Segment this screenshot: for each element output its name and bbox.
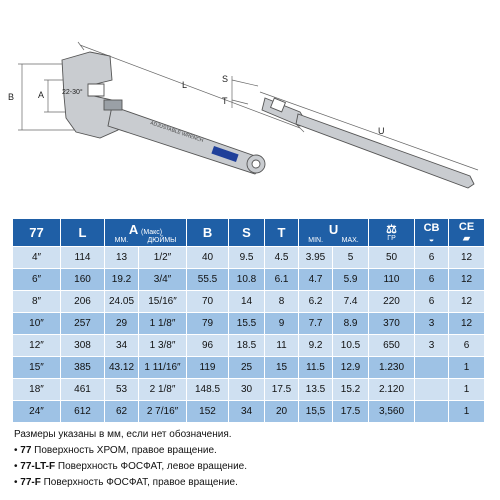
cell-l: 160	[61, 269, 105, 291]
cell-a-mm: 13	[105, 247, 139, 269]
header-l: L	[61, 219, 105, 247]
cell-l: 308	[61, 335, 105, 357]
cell-t: 9	[265, 313, 299, 335]
cell-model: 24″	[13, 401, 61, 423]
notes-line1: Размеры указаны в мм, если нет обозначения.	[14, 429, 232, 440]
table-row	[13, 269, 485, 291]
cell-cb: 3	[415, 335, 449, 357]
dim-label-s: S	[222, 74, 229, 84]
cell-t: 11	[265, 335, 299, 357]
cell-u-max: 8.9	[333, 313, 369, 335]
table-row	[13, 335, 485, 357]
notes	[14, 427, 490, 491]
cell-u-min: 3.95	[299, 247, 333, 269]
cell-u-min: 11.5	[299, 357, 333, 379]
cell-a-in: 15/16″	[139, 291, 187, 313]
cell-cb: 6	[415, 247, 449, 269]
cell-weight: 220	[369, 291, 415, 313]
cell-a-in: 2 7/16″	[139, 401, 187, 423]
cell-weight: 3,560	[369, 401, 415, 423]
header-u-min: МIN.	[308, 236, 324, 244]
cell-s: 34	[229, 401, 265, 423]
header-u	[299, 219, 369, 247]
cell-ce: 12	[449, 313, 485, 335]
cell-l: 612	[61, 401, 105, 423]
cell-b: 148.5	[187, 379, 229, 401]
cell-t: 4.5	[265, 247, 299, 269]
cell-u-min: 6.2	[299, 291, 333, 313]
cell-s: 9.5	[229, 247, 265, 269]
cell-t: 15	[265, 357, 299, 379]
note-text-2: Поверхность ФОСФАТ, левое вращение.	[55, 461, 247, 472]
cell-a-in: 3/4″	[139, 269, 187, 291]
cell-a-mm: 24.05	[105, 291, 139, 313]
cell-s: 15.5	[229, 313, 265, 335]
header-u-max: МАХ.	[341, 236, 359, 244]
cell-a-mm: 53	[105, 379, 139, 401]
cell-ce: 12	[449, 291, 485, 313]
header-ce	[449, 219, 485, 247]
cell-t: 17.5	[265, 379, 299, 401]
cell-s: 30	[229, 379, 265, 401]
cell-ce: 1	[449, 401, 485, 423]
cell-a-in: 2 1/8″	[139, 379, 187, 401]
cell-weight: 110	[369, 269, 415, 291]
cell-cb: 3	[415, 313, 449, 335]
cell-u-max: 5	[333, 247, 369, 269]
cell-u-max: 7.4	[333, 291, 369, 313]
cell-ce: 6	[449, 335, 485, 357]
cell-model: 6″	[13, 269, 61, 291]
cell-t: 6.1	[265, 269, 299, 291]
dim-label-a: A	[38, 90, 45, 100]
note-item-1: • 77 Поверхность ХРОМ, правое вращение.	[14, 445, 217, 456]
cell-weight: 50	[369, 247, 415, 269]
cell-cb: 6	[415, 269, 449, 291]
cell-ce: 12	[449, 269, 485, 291]
cell-u-max: 12.9	[333, 357, 369, 379]
cell-model: 15″	[13, 357, 61, 379]
header-u-label: U	[328, 221, 339, 237]
cell-t: 8	[265, 291, 299, 313]
header-ce-label: CE	[458, 221, 475, 233]
note-item-3: • 77-F Поверхность ФОСФАТ, правое вращение.	[14, 477, 238, 488]
cell-u-min: 13.5	[299, 379, 333, 401]
cell-a-in: 1/2″	[139, 247, 187, 269]
cell-b: 152	[187, 401, 229, 423]
cell-ce: 1	[449, 357, 485, 379]
header-a-mm: ММ.	[114, 236, 129, 244]
cell-u-max: 10.5	[333, 335, 369, 357]
note-item-2: • 77-LT-F Поверхность ФОСФАТ, левое вращение.	[14, 461, 247, 472]
note-text-1: Поверхность ХРОМ, правое вращение.	[31, 445, 217, 456]
cell-a-in: 1 1/8″	[139, 313, 187, 335]
header-cb	[415, 219, 449, 247]
cell-a-mm: 43.12	[105, 357, 139, 379]
header-t: T	[265, 219, 299, 247]
note-code-2: 77-LT-F	[20, 461, 56, 472]
cell-a-mm: 62	[105, 401, 139, 423]
cell-a-in: 1 11/16″	[139, 357, 187, 379]
cell-model: 18″	[13, 379, 61, 401]
cell-model: 10″	[13, 313, 61, 335]
cell-s: 10.8	[229, 269, 265, 291]
header-s: S	[229, 219, 265, 247]
cell-b: 70	[187, 291, 229, 313]
header-model: 77	[13, 219, 61, 247]
cell-u-min: 9.2	[299, 335, 333, 357]
dim-label-l: L	[182, 80, 188, 90]
cell-model: 8″	[13, 291, 61, 313]
cell-cb	[415, 357, 449, 379]
cell-ce: 1	[449, 379, 485, 401]
cell-cb: 6	[415, 291, 449, 313]
cell-u-max: 15.2	[333, 379, 369, 401]
table-row	[13, 291, 485, 313]
cell-model: 12″	[13, 335, 61, 357]
cell-b: 119	[187, 357, 229, 379]
box-icon: ▰	[463, 233, 470, 243]
header-a-in: ДЮЙМЫ	[147, 236, 177, 244]
header-cb-label: CB	[423, 221, 440, 234]
cell-a-mm: 19.2	[105, 269, 139, 291]
header-b: B	[187, 219, 229, 247]
cell-b: 96	[187, 335, 229, 357]
cell-s: 18.5	[229, 335, 265, 357]
cell-weight: 1.230	[369, 357, 415, 379]
cell-u-min: 4.7	[299, 269, 333, 291]
cell-a-mm: 34	[105, 335, 139, 357]
table-row	[13, 357, 485, 379]
table-row	[13, 313, 485, 335]
cell-l: 114	[61, 247, 105, 269]
header-weight	[369, 219, 415, 247]
spec-table	[12, 218, 485, 423]
dim-label-b: B	[8, 92, 15, 102]
cell-l: 385	[61, 357, 105, 379]
cell-u-min: 7.7	[299, 313, 333, 335]
cell-weight: 2.120	[369, 379, 415, 401]
cell-s: 25	[229, 357, 265, 379]
header-a-note: (Макс)	[141, 228, 163, 236]
scale-icon: ⚖	[386, 222, 397, 236]
cell-cb	[415, 379, 449, 401]
cell-b: 40	[187, 247, 229, 269]
cell-model: 4″	[13, 247, 61, 269]
header-weight-unit: ГР	[387, 235, 396, 242]
cell-b: 55.5	[187, 269, 229, 291]
dim-label-t: T	[222, 96, 228, 106]
table-row	[13, 247, 485, 269]
dim-label-u: U	[378, 126, 385, 136]
table-row	[13, 401, 485, 423]
cell-cb	[415, 401, 449, 423]
cell-l: 257	[61, 313, 105, 335]
cell-a-mm: 29	[105, 313, 139, 335]
cell-t: 20	[265, 401, 299, 423]
cell-weight: 650	[369, 335, 415, 357]
cell-b: 79	[187, 313, 229, 335]
note-code-3: 77-F	[20, 477, 41, 488]
cell-l: 206	[61, 291, 105, 313]
header-a	[105, 219, 187, 247]
table-row	[13, 379, 485, 401]
note-text-3: Поверхность ФОСФАТ, правое вращение.	[40, 477, 238, 488]
wrench-drawing	[0, 0, 500, 205]
cell-s: 14	[229, 291, 265, 313]
note-code-1: 77	[20, 445, 32, 456]
handle-text: ADJUSTABLE WRENCH	[149, 120, 205, 145]
wrench-icon: ◒	[428, 233, 435, 244]
cell-a-in: 1 3/8″	[139, 335, 187, 357]
cell-weight: 370	[369, 313, 415, 335]
dim-label-angle: 22-30°	[62, 89, 83, 96]
header-a-label: A	[128, 221, 139, 237]
cell-u-max: 5.9	[333, 269, 369, 291]
cell-u-max: 17.5	[333, 401, 369, 423]
cell-l: 461	[61, 379, 105, 401]
cell-u-min: 15,5	[299, 401, 333, 423]
cell-ce: 12	[449, 247, 485, 269]
